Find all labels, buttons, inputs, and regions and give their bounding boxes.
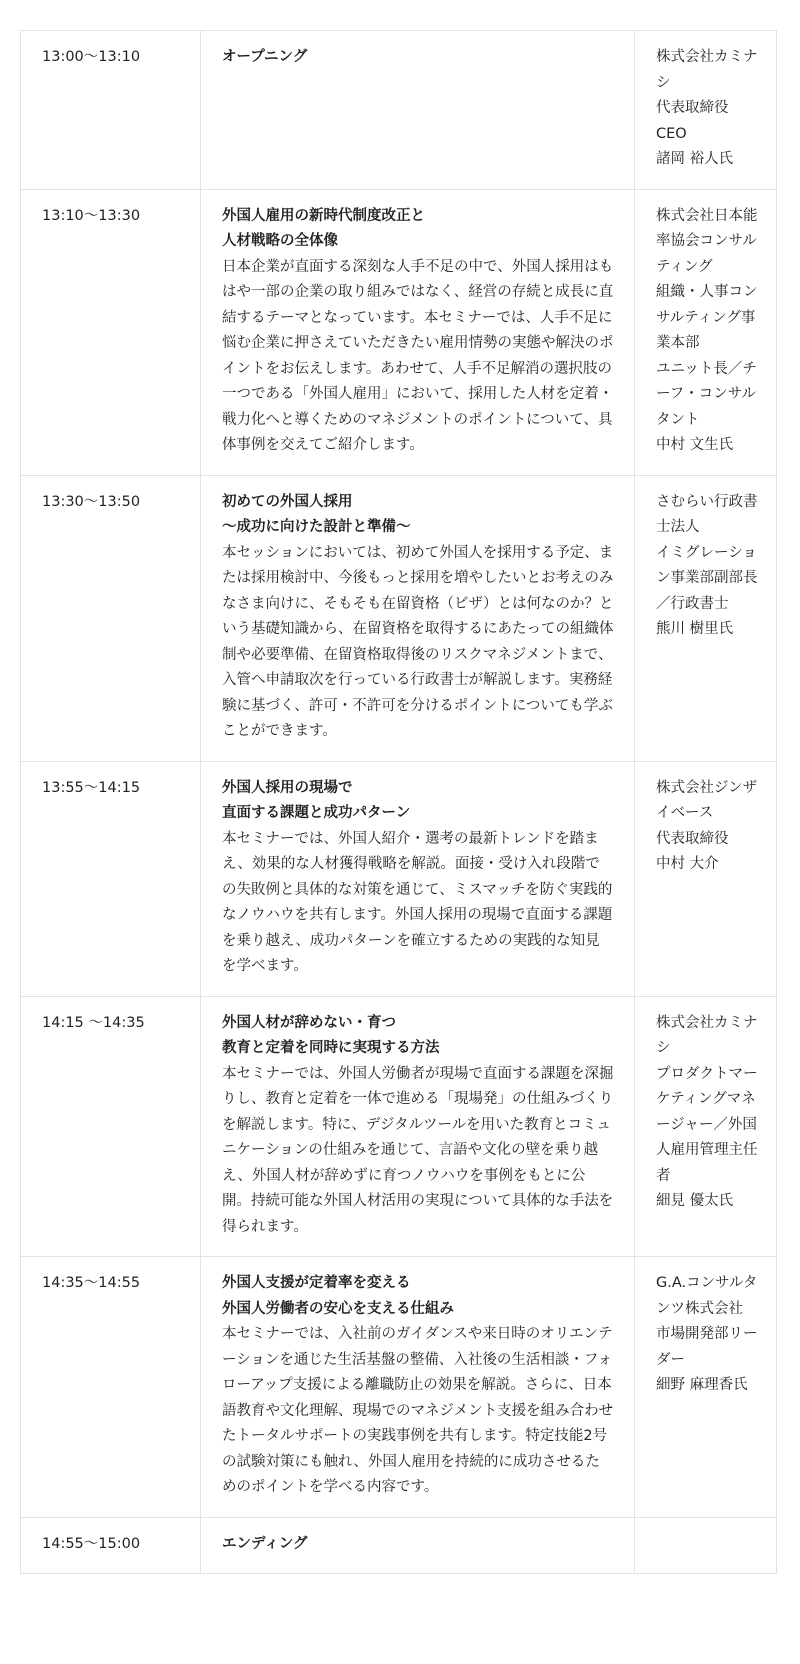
speaker-role: 代表取締役 bbox=[656, 830, 729, 847]
session-title: 外国人雇用の新時代制度改正と 人材戦略の全体像 bbox=[222, 207, 425, 249]
session-time: 13:00〜13:10 bbox=[21, 31, 201, 190]
session-time: 13:30〜13:50 bbox=[21, 475, 201, 761]
speaker-company: G.A.コンサルタンツ株式会社 bbox=[656, 1275, 758, 1317]
speaker-name: 中村 文生氏 bbox=[656, 437, 734, 453]
session-title: 外国人支援が定着率を変える 外国人労働者の安心を支える仕組み bbox=[222, 1275, 454, 1317]
speaker-company: 株式会社カミナシ bbox=[656, 1014, 758, 1056]
speaker-role: プロダクトマーケティングマネージャー／外国人雇用管理主任者 bbox=[656, 1065, 758, 1184]
session-description: 本セミナーでは、外国人労働者が現場で直面する課題を深掘りし、教育と定着を一体で進める「現場発」の仕組みづくりを解説します。特に、デジタルツールを用いた教育とコミュニケーションの仕組みを通じて、言語や文化の壁を乗り越え、外国人材が辞めずに育つノウハウを事例をもとに公開。持続可能な外国人材活用の実現について具体的な手法を得られます。 bbox=[222, 1065, 614, 1235]
session-speaker bbox=[635, 189, 777, 475]
session-content bbox=[201, 31, 635, 190]
schedule-row bbox=[21, 1257, 777, 1518]
speaker-name: 諸岡 裕人氏 bbox=[656, 151, 734, 167]
session-speaker bbox=[635, 761, 777, 996]
session-time: 14:15 〜14:35 bbox=[21, 996, 201, 1257]
speaker-department: 組織・人事コンサルティング事業本部 bbox=[656, 284, 758, 351]
session-content bbox=[201, 1257, 635, 1518]
seminar-schedule-table bbox=[20, 30, 777, 1574]
session-title: 外国人採用の現場で 直面する課題と成功パターン bbox=[222, 779, 411, 821]
session-content bbox=[201, 475, 635, 761]
session-time: 13:55〜14:15 bbox=[21, 761, 201, 996]
session-description: 本セミナーでは、外国人紹介・選考の最新トレンドを踏まえ、効果的な人材獲得戦略を解説。面接・受け入れ段階での失敗例と具体的な対策を通じて、ミスマッチを防ぐ実践的なノウハウを共有します。外国人採用の現場で直面する課題を乗り越え、成功パターンを確立するための実践的な知見を学べます。 bbox=[222, 830, 613, 974]
session-time: 13:10〜13:30 bbox=[21, 189, 201, 475]
schedule-body bbox=[21, 31, 777, 1574]
session-title: オープニング bbox=[222, 49, 308, 65]
session-time: 14:55〜15:00 bbox=[21, 1517, 201, 1574]
session-content bbox=[201, 761, 635, 996]
session-speaker bbox=[635, 996, 777, 1257]
speaker-role: 市場開発部リーダー bbox=[656, 1326, 758, 1368]
schedule-row bbox=[21, 761, 777, 996]
speaker-role: 代表取締役CEO bbox=[656, 100, 729, 142]
session-title: 外国人材が辞めない・育つ 教育と定着を同時に実現する方法 bbox=[222, 1014, 440, 1056]
speaker-company: 株式会社カミナシ bbox=[656, 49, 758, 91]
speaker-name: 熊川 樹里氏 bbox=[656, 621, 734, 637]
schedule-row bbox=[21, 31, 777, 190]
session-speaker bbox=[635, 1517, 777, 1574]
schedule-row bbox=[21, 475, 777, 761]
session-title: 初めての外国人採用 〜成功に向けた設計と準備〜 bbox=[222, 493, 411, 535]
session-description: 日本企業が直面する深刻な人手不足の中で、外国人採用はもはや一部の企業の取り組みではなく、経営の存続と成長に直結するテーマとなっています。本セミナーでは、人手不足に悩む企業に押さえていただきたい雇用情勢の実態や解決のポイントをお伝えします。あわせて、人手不足解消の選択肢の一つである「外国人雇用」において、採用した人材を定着・戦力化へと導くためのマネジメントのポイントについて、具体事例を交えてご紹介します。 bbox=[222, 258, 614, 453]
schedule-row bbox=[21, 1517, 777, 1574]
speaker-role: イミグレーション事業部副部長／行政書士 bbox=[656, 544, 758, 612]
speaker-company: 株式会社日本能率協会コンサルティング bbox=[656, 207, 758, 275]
speaker-name: 細野 麻理香氏 bbox=[656, 1377, 748, 1393]
session-content bbox=[201, 996, 635, 1257]
session-description: 本セッションにおいては、初めて外国人を採用する予定、または採用検討中、今後もっと採用を増やしたいとお考えのみなさま向けに、そもそも在留資格（ビザ）とは何なのか？という基礎知識から、在留資格を取得するにあたっての組織体制や必要準備、在留資格取得後のリスクマネジメントまで、入管へ申請取次を行っている行政書士が解説します。実務経験に基づく、許可・不許可を分けるポイントについても学ぶことができます。 bbox=[222, 544, 614, 739]
schedule-row bbox=[21, 189, 777, 475]
session-time: 14:35〜14:55 bbox=[21, 1257, 201, 1518]
speaker-company: 株式会社ジンザイベース bbox=[656, 779, 758, 821]
speaker-name: 細見 優太氏 bbox=[656, 1193, 734, 1209]
session-description: 本セミナーでは、入社前のガイダンスや来日時のオリエンテーションを通じた生活基盤の整備、入社後の生活相談・フォローアップ支援による離職防止の効果を解説。さらに、日本語教育や文化理解、現場でのマネジメント支援を組み合わせたトータルサポートの実践事例を共有します。特定技能2号の試験対策にも触れ、外国人雇用を持続的に成功させるためのポイントを学べる内容です。 bbox=[222, 1326, 614, 1495]
speaker-company: さむらい行政書士法人 bbox=[656, 493, 758, 535]
speaker-role: ユニット長／チーフ・コンサルタント bbox=[656, 360, 757, 428]
session-content bbox=[201, 1517, 635, 1574]
schedule-row bbox=[21, 996, 777, 1257]
speaker-name: 中村 大介 bbox=[656, 856, 719, 872]
session-title: エンディング bbox=[222, 1535, 308, 1552]
session-speaker bbox=[635, 1257, 777, 1518]
session-speaker bbox=[635, 31, 777, 190]
session-speaker bbox=[635, 475, 777, 761]
session-content bbox=[201, 189, 635, 475]
